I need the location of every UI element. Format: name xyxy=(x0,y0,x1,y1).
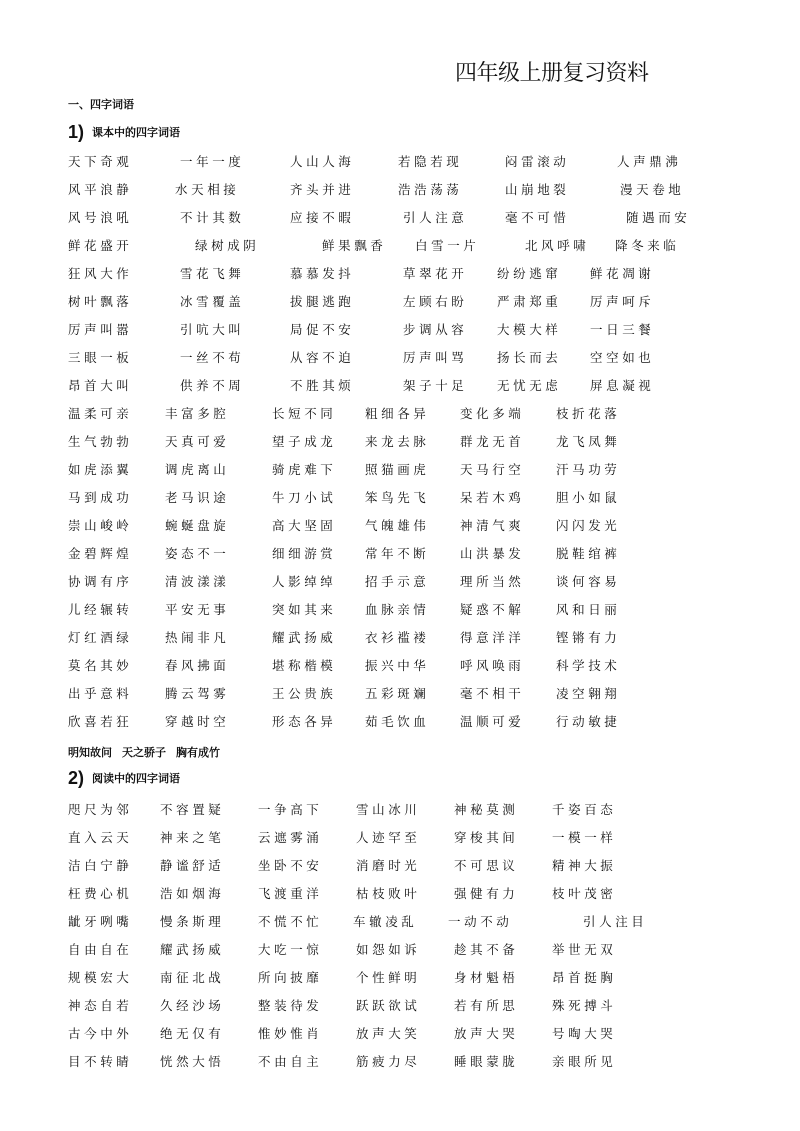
word-item: 步调从容 xyxy=(403,322,468,337)
extra-word: 胸有成竹 xyxy=(176,746,220,759)
word-item: 亲眼所见 xyxy=(552,1054,617,1069)
word-item: 闷雷滚动 xyxy=(505,154,570,169)
word-item: 严肃郑重 xyxy=(497,294,562,309)
word-item: 咫尺为邻 xyxy=(68,802,133,817)
word-item: 浩浩荡荡 xyxy=(398,182,463,197)
word-item: 冰雪覆盖 xyxy=(180,294,245,309)
word-item: 神来之笔 xyxy=(160,830,225,845)
word-item: 谈何容易 xyxy=(556,574,621,589)
word-item: 温顺可爱 xyxy=(460,714,525,729)
subsection-number: 2) xyxy=(68,768,85,788)
word-item: 人山人海 xyxy=(290,154,355,169)
word-item: 供养不周 xyxy=(180,378,245,393)
word-item: 气魄雄伟 xyxy=(365,518,430,533)
word-item: 古今中外 xyxy=(68,1026,133,1041)
word-item: 常年不断 xyxy=(365,546,430,561)
word-row xyxy=(0,432,800,452)
word-item: 引人注意 xyxy=(403,210,468,225)
word-item: 绿树成阴 xyxy=(195,238,260,253)
extra-word: 明知故问 xyxy=(68,746,112,759)
word-item: 长短不同 xyxy=(272,406,337,421)
word-item: 整装待发 xyxy=(258,998,323,1013)
word-item: 鲜果飘香 xyxy=(322,238,387,253)
word-row xyxy=(0,348,800,368)
word-row xyxy=(0,912,800,932)
word-item: 老马识途 xyxy=(165,490,230,505)
word-item: 山洪暴发 xyxy=(460,546,525,561)
word-item: 蜿蜒盘旋 xyxy=(165,518,230,533)
word-row xyxy=(0,292,800,312)
word-item: 枉费心机 xyxy=(68,886,133,901)
word-row xyxy=(0,656,800,676)
word-item: 趁其不备 xyxy=(454,942,519,957)
word-item: 慕慕发抖 xyxy=(290,266,355,281)
subsection-heading-2 xyxy=(68,768,180,789)
word-item: 牛刀小试 xyxy=(272,490,337,505)
word-item: 自由自在 xyxy=(68,942,133,957)
word-item: 腾云驾雾 xyxy=(165,686,230,701)
word-item: 所向披靡 xyxy=(258,970,323,985)
word-row xyxy=(0,600,800,620)
word-item: 拔腿逃跑 xyxy=(290,294,355,309)
word-item: 昂首挺胸 xyxy=(552,970,617,985)
subsection-label: 课本中的四字词语 xyxy=(92,126,181,139)
word-item: 风平浪静 xyxy=(68,182,133,197)
word-item: 清波漾漾 xyxy=(165,574,230,589)
word-item: 协调有序 xyxy=(68,574,133,589)
word-row xyxy=(0,1024,800,1044)
word-item: 堪称楷模 xyxy=(272,658,337,673)
word-item: 云遮雾涌 xyxy=(258,830,323,845)
word-item: 穿越时空 xyxy=(165,714,230,729)
word-item: 铿锵有力 xyxy=(556,630,621,645)
word-item: 举世无双 xyxy=(552,942,617,957)
word-row xyxy=(0,544,800,564)
word-item: 静谧舒适 xyxy=(160,858,225,873)
word-item: 厉声叫嚣 xyxy=(68,322,133,337)
word-row xyxy=(0,572,800,592)
word-item: 不计其数 xyxy=(180,210,245,225)
word-item: 一争高下 xyxy=(258,802,323,817)
word-item: 不慌不忙 xyxy=(258,914,323,929)
word-item: 大模大样 xyxy=(497,322,562,337)
word-item: 左顾右盼 xyxy=(403,294,468,309)
word-item: 骑虎难下 xyxy=(272,462,337,477)
word-item: 千姿百态 xyxy=(552,802,617,817)
word-row xyxy=(0,996,800,1016)
word-item: 突如其来 xyxy=(272,602,337,617)
word-row xyxy=(0,264,800,284)
word-item: 姿态不一 xyxy=(165,546,230,561)
subsection-label: 阅读中的四字词语 xyxy=(92,772,181,785)
word-item: 一日三餐 xyxy=(590,322,655,337)
word-item: 人迹罕至 xyxy=(356,830,421,845)
word-item: 耀武扬威 xyxy=(272,630,337,645)
word-item: 高大坚固 xyxy=(272,518,337,533)
word-item: 扬长而去 xyxy=(497,350,562,365)
word-item: 得意洋洋 xyxy=(460,630,525,645)
word-row xyxy=(0,404,800,424)
word-row xyxy=(0,516,800,536)
word-item: 草翠花开 xyxy=(403,266,468,281)
word-item: 树叶飘落 xyxy=(68,294,133,309)
word-item: 莫名其妙 xyxy=(68,658,133,673)
word-item: 变化多端 xyxy=(460,406,525,421)
word-item: 天真可爱 xyxy=(165,434,230,449)
word-item: 山崩地裂 xyxy=(505,182,570,197)
word-item: 金碧辉煌 xyxy=(68,546,133,561)
word-item: 筋疲力尽 xyxy=(356,1054,421,1069)
word-row xyxy=(0,940,800,960)
word-row xyxy=(0,628,800,648)
word-item: 望子成龙 xyxy=(272,434,337,449)
word-item: 神秘莫测 xyxy=(454,802,519,817)
word-item: 屏息凝视 xyxy=(590,378,655,393)
word-item: 脱鞋绾裤 xyxy=(556,546,621,561)
word-item: 降冬来临 xyxy=(615,238,680,253)
word-item: 直入云天 xyxy=(68,830,133,845)
extra-word: 天之骄子 xyxy=(122,746,166,759)
word-item: 引吭大叫 xyxy=(180,322,245,337)
word-item: 消磨时光 xyxy=(356,858,421,873)
word-item: 振兴中华 xyxy=(365,658,430,673)
word-row xyxy=(0,376,800,396)
word-item: 一丝不苟 xyxy=(180,350,245,365)
word-row xyxy=(0,460,800,480)
word-item: 架子十足 xyxy=(403,378,468,393)
section-heading: 一、四字词语 xyxy=(68,98,134,111)
word-item: 血脉亲情 xyxy=(365,602,430,617)
word-item: 殊死搏斗 xyxy=(552,998,617,1013)
word-item: 浩如烟海 xyxy=(160,886,225,901)
word-item: 空空如也 xyxy=(590,350,655,365)
word-item: 强健有力 xyxy=(454,886,519,901)
word-item: 春风拂面 xyxy=(165,658,230,673)
word-row xyxy=(0,856,800,876)
word-item: 惟妙惟肖 xyxy=(258,1026,323,1041)
word-item: 无忧无虑 xyxy=(497,378,562,393)
word-item: 若隐若现 xyxy=(398,154,463,169)
word-item: 个性鲜明 xyxy=(356,970,421,985)
word-item: 行动敏捷 xyxy=(556,714,621,729)
word-item: 不容置疑 xyxy=(160,802,225,817)
word-item: 平安无事 xyxy=(165,602,230,617)
word-item: 不可思议 xyxy=(454,858,519,873)
word-item: 闪闪发光 xyxy=(556,518,621,533)
word-item: 穿梭其间 xyxy=(454,830,519,845)
word-item: 疑惑不解 xyxy=(460,602,525,617)
word-item: 王公贵族 xyxy=(272,686,337,701)
word-item: 久经沙场 xyxy=(160,998,225,1013)
word-item: 厉声叫骂 xyxy=(403,350,468,365)
word-item: 天马行空 xyxy=(460,462,525,477)
word-item: 人声鼎沸 xyxy=(617,154,682,169)
word-item: 出乎意料 xyxy=(68,686,133,701)
subsection-heading-1 xyxy=(68,122,180,143)
word-item: 胆小如鼠 xyxy=(556,490,621,505)
word-item: 随遇而安 xyxy=(626,210,691,225)
word-item: 从容不迫 xyxy=(290,350,355,365)
word-item: 丰富多腔 xyxy=(165,406,230,421)
word-item: 不胜其烦 xyxy=(290,378,355,393)
word-item: 精神大振 xyxy=(552,858,617,873)
page-title: 四年级上册复习资料 xyxy=(455,61,649,86)
word-item: 引人注目 xyxy=(583,914,648,929)
word-row xyxy=(0,180,800,200)
word-item: 凌空翱翔 xyxy=(556,686,621,701)
word-row xyxy=(0,236,800,256)
word-item: 茹毛饮血 xyxy=(365,714,430,729)
word-item: 群龙无首 xyxy=(460,434,525,449)
word-item: 生气勃勃 xyxy=(68,434,133,449)
word-item: 跃跃欲试 xyxy=(356,998,421,1013)
word-item: 崇山峻岭 xyxy=(68,518,133,533)
word-item: 热闹非凡 xyxy=(165,630,230,645)
word-item: 形态各异 xyxy=(272,714,337,729)
word-item: 如怨如诉 xyxy=(356,942,421,957)
word-item: 科学技术 xyxy=(556,658,621,673)
word-item: 粗细各异 xyxy=(365,406,430,421)
word-item: 雪山冰川 xyxy=(356,802,421,817)
word-item: 如虎添翼 xyxy=(68,462,133,477)
word-row xyxy=(0,800,800,820)
word-item: 枝叶茂密 xyxy=(552,886,617,901)
word-item: 照猫画虎 xyxy=(365,462,430,477)
word-item: 理所当然 xyxy=(460,574,525,589)
word-item: 笨鸟先飞 xyxy=(365,490,430,505)
word-item: 欣喜若狂 xyxy=(68,714,133,729)
word-row xyxy=(0,1052,800,1072)
word-item: 齐头并进 xyxy=(290,182,355,197)
word-item: 风和日丽 xyxy=(556,602,621,617)
word-item: 慢条斯理 xyxy=(160,914,225,929)
word-item: 恍然大悟 xyxy=(160,1054,225,1069)
word-item: 睡眼蒙胧 xyxy=(454,1054,519,1069)
word-row xyxy=(0,320,800,340)
word-item: 呆若木鸡 xyxy=(460,490,525,505)
word-item: 坐卧不安 xyxy=(258,858,323,873)
word-item: 不由自主 xyxy=(258,1054,323,1069)
word-item: 大吃一惊 xyxy=(258,942,323,957)
word-item: 儿经辗转 xyxy=(68,602,133,617)
word-item: 厉声呵斥 xyxy=(590,294,655,309)
word-item: 规模宏大 xyxy=(68,970,133,985)
word-item: 北风呼啸 xyxy=(525,238,590,253)
word-item: 放声大笑 xyxy=(356,1026,421,1041)
word-item: 人影绰绰 xyxy=(272,574,337,589)
word-item: 毫不相干 xyxy=(460,686,525,701)
word-item: 绝无仅有 xyxy=(160,1026,225,1041)
word-item: 温柔可亲 xyxy=(68,406,133,421)
word-item: 雪花飞舞 xyxy=(180,266,245,281)
word-item: 一动不动 xyxy=(448,914,513,929)
word-row xyxy=(0,684,800,704)
word-item: 来龙去脉 xyxy=(365,434,430,449)
word-item: 神清气爽 xyxy=(460,518,525,533)
word-item: 应接不暇 xyxy=(290,210,355,225)
word-item: 灯红酒绿 xyxy=(68,630,133,645)
word-item: 漫天卷地 xyxy=(620,182,685,197)
word-row xyxy=(0,968,800,988)
extra-words-row xyxy=(68,744,230,760)
word-row xyxy=(0,152,800,172)
word-row xyxy=(0,884,800,904)
word-item: 车辙凌乱 xyxy=(353,914,418,929)
word-item: 枝折花落 xyxy=(556,406,621,421)
word-item: 一年一度 xyxy=(180,154,245,169)
word-item: 龙飞凤舞 xyxy=(556,434,621,449)
word-item: 五彩斑斓 xyxy=(365,686,430,701)
word-row xyxy=(0,488,800,508)
word-item: 风号浪吼 xyxy=(68,210,133,225)
word-row xyxy=(0,712,800,732)
word-item: 号啕大哭 xyxy=(552,1026,617,1041)
word-item: 飞渡重洋 xyxy=(258,886,323,901)
word-item: 白雪一片 xyxy=(415,238,480,253)
word-item: 若有所思 xyxy=(454,998,519,1013)
word-item: 局促不安 xyxy=(290,322,355,337)
word-item: 身材魁梧 xyxy=(454,970,519,985)
word-item: 细细游赏 xyxy=(272,546,337,561)
word-item: 昂首大叫 xyxy=(68,378,133,393)
word-item: 纷纷逃窜 xyxy=(497,266,562,281)
word-item: 枯枝败叶 xyxy=(356,886,421,901)
word-item: 鲜花凋谢 xyxy=(590,266,655,281)
word-item: 三眼一板 xyxy=(68,350,133,365)
word-item: 狂风大作 xyxy=(68,266,133,281)
word-item: 洁白宁静 xyxy=(68,858,133,873)
word-item: 汗马功劳 xyxy=(556,462,621,477)
word-item: 衣衫褴褛 xyxy=(365,630,430,645)
word-item: 调虎离山 xyxy=(165,462,230,477)
subsection-number: 1) xyxy=(68,122,85,142)
word-item: 神态自若 xyxy=(68,998,133,1013)
word-item: 鲜花盛开 xyxy=(68,238,133,253)
word-item: 龇牙咧嘴 xyxy=(68,914,133,929)
word-item: 一模一样 xyxy=(552,830,617,845)
word-row xyxy=(0,828,800,848)
word-item: 天下奇观 xyxy=(68,154,133,169)
word-item: 马到成功 xyxy=(68,490,133,505)
word-item: 呼风唤雨 xyxy=(460,658,525,673)
word-item: 水天相接 xyxy=(175,182,240,197)
word-item: 招手示意 xyxy=(365,574,430,589)
word-item: 耀武扬威 xyxy=(160,942,225,957)
word-item: 毫不可惜 xyxy=(505,210,570,225)
word-row xyxy=(0,208,800,228)
word-item: 南征北战 xyxy=(160,970,225,985)
word-item: 目不转睛 xyxy=(68,1054,133,1069)
word-item: 放声大哭 xyxy=(454,1026,519,1041)
